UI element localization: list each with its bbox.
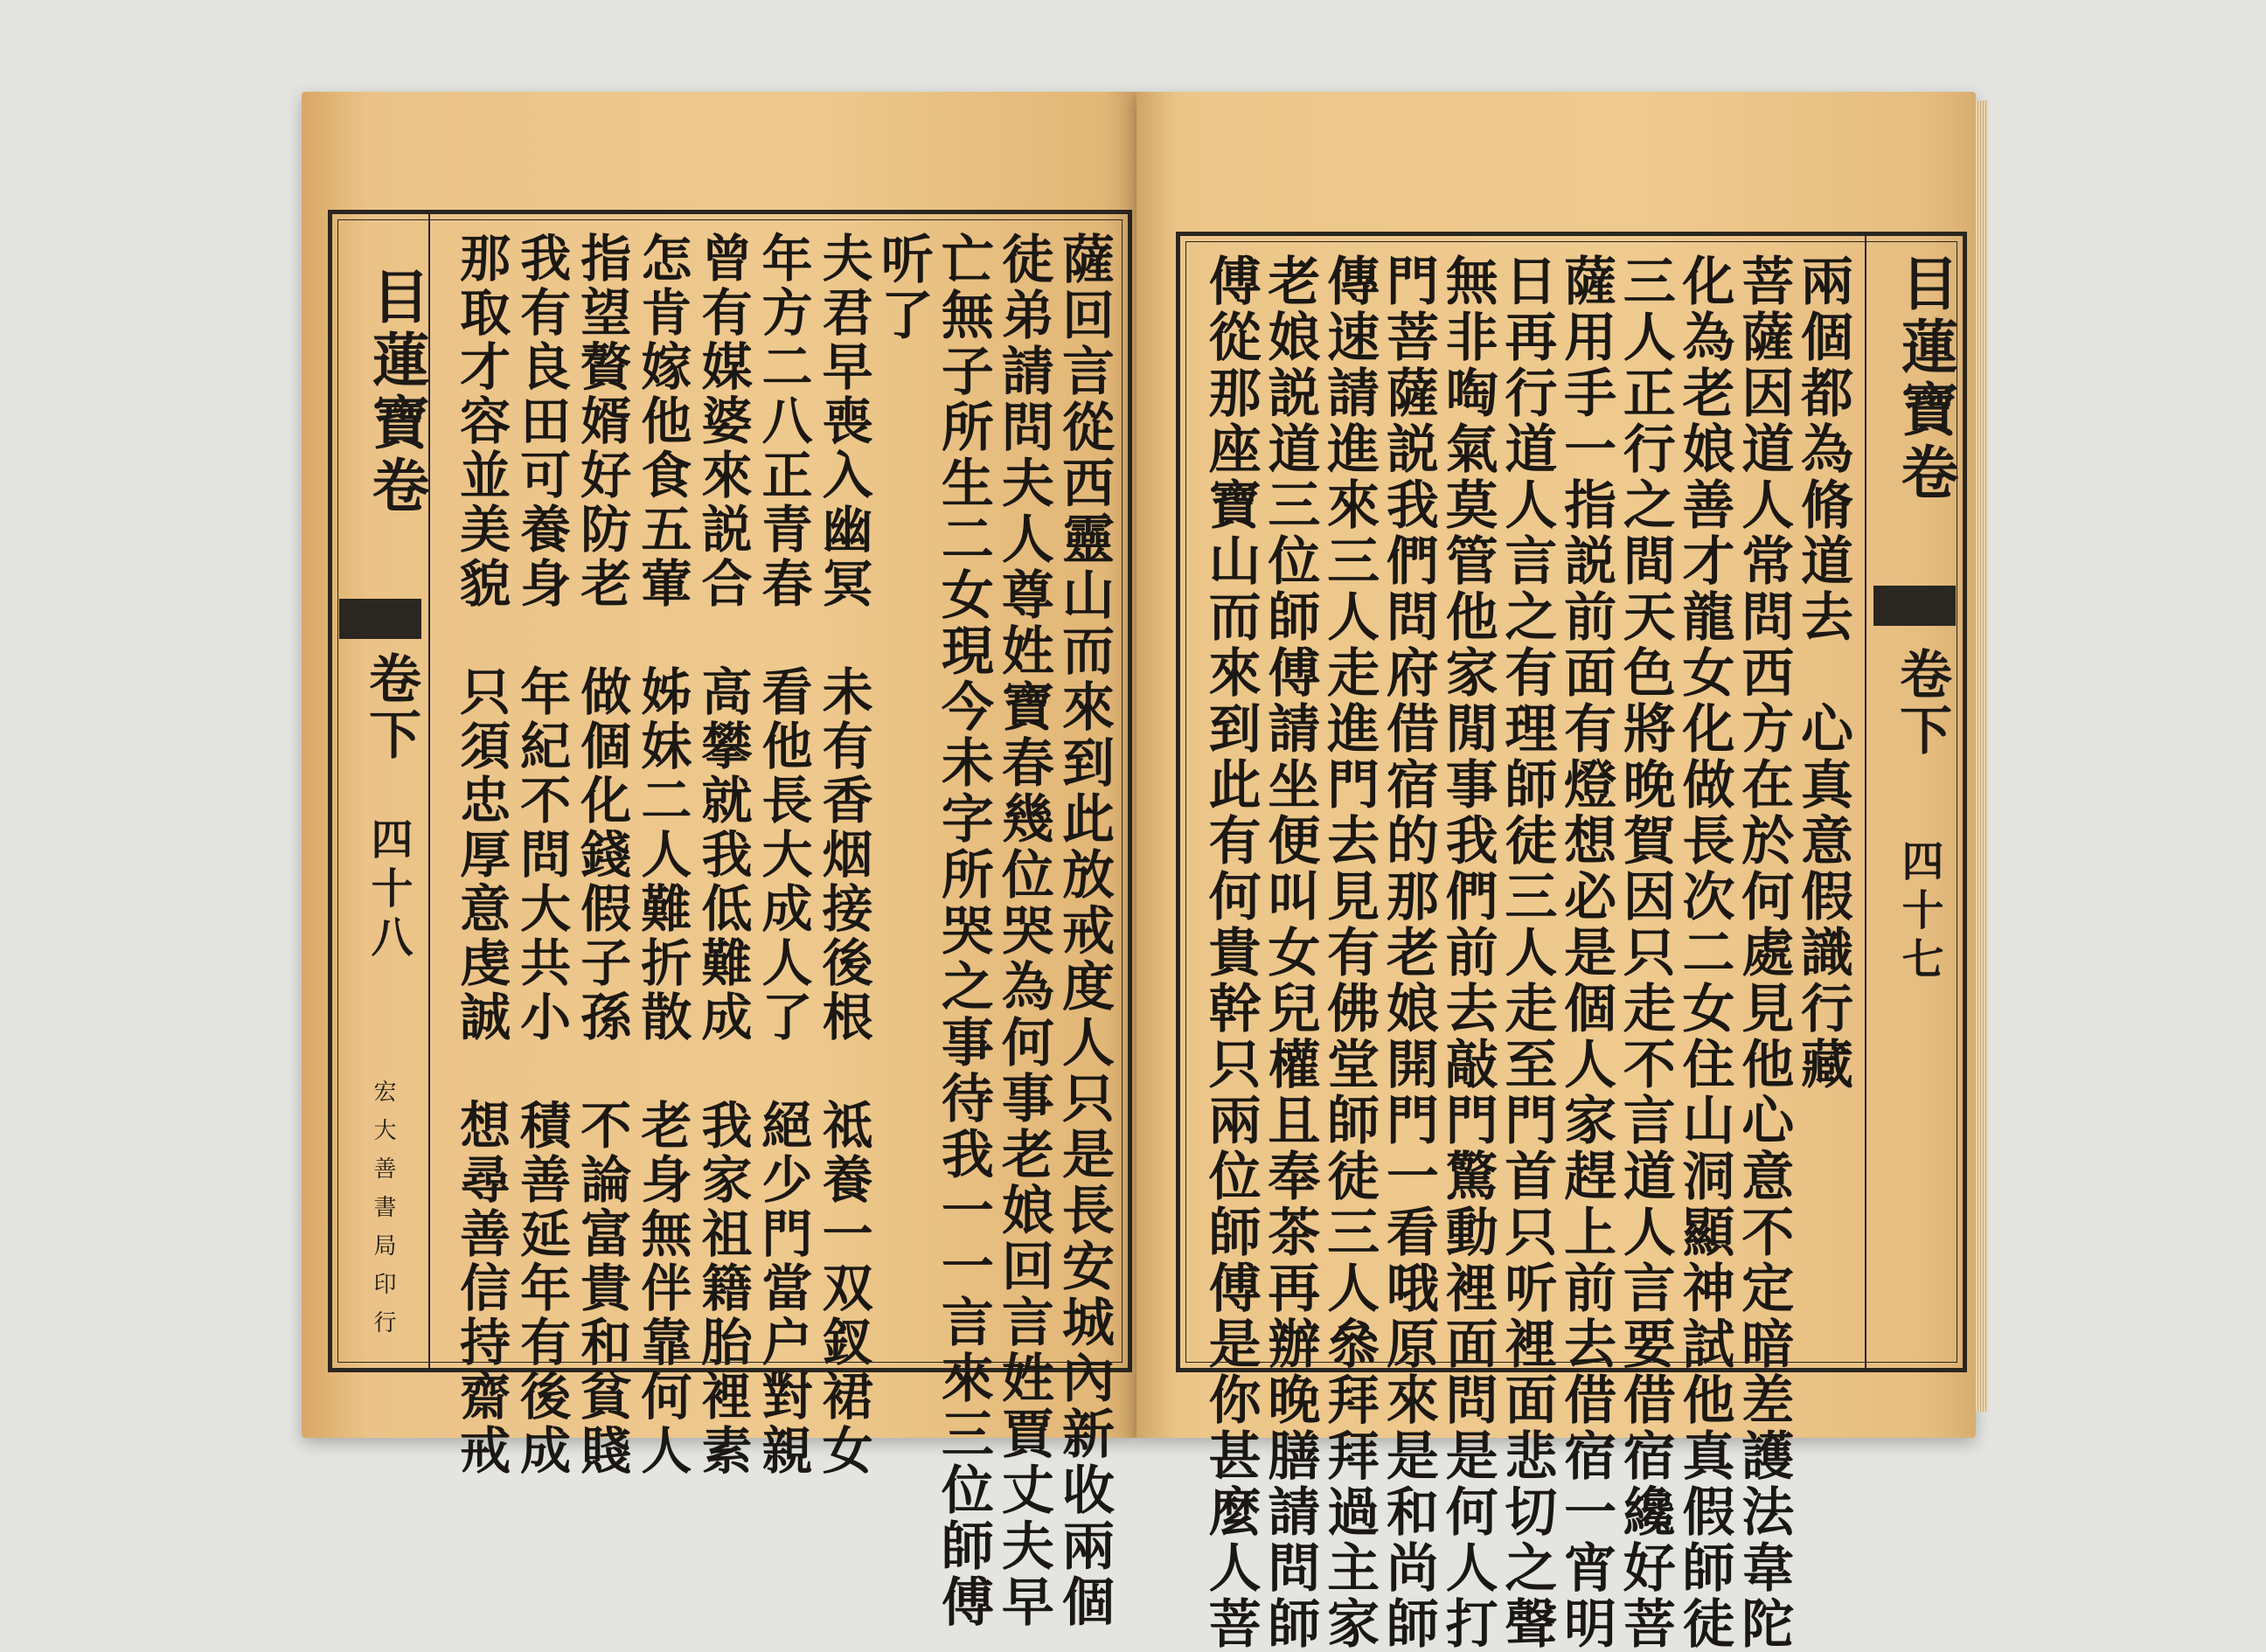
right-margin-title: 目蓮寶卷: [1891, 253, 1959, 505]
text-column: 薩回言從西靈山而來到此放戒度人只是長安城內新收兩個: [1053, 232, 1115, 1630]
verse-column: 曾有媒婆來説合 高攀就我低難成 我家祖籍胎裡素: [692, 232, 753, 1478]
text-column: 化為老娘善才龍女化做長次二女住山洞顯神試他真假師徒: [1673, 253, 1735, 1652]
text-column: 傅從那座寶山而來到此有何貴幹只兩位師傅是你甚麼人菩: [1199, 253, 1262, 1652]
open-book: [302, 92, 1976, 1652]
left-margin-juan: 卷下: [360, 651, 421, 763]
text-column: 亡無子所生二女現今未字所哭之事待我一一言來三位師傅: [932, 232, 994, 1630]
text-column: 門菩薩説我們問府借宿的那老娘開門一看哦原來是和尚師: [1377, 253, 1439, 1652]
left-margin-publisher: 宏大善書局印行: [370, 1079, 396, 1349]
verse-column: 怎肯嫁他食五葷 姊妹二人難折散 老身無伴靠何人: [632, 232, 692, 1478]
text-column: 日再行道人言之有理師徒三人走至門首只听裡面悲切之聲: [1496, 253, 1558, 1652]
text-column: 傳速請進來三人走進門去見有佛堂師徒三人叅拜拜過主家: [1318, 253, 1380, 1652]
left-page-margin: [332, 214, 430, 1368]
text-column: 菩薩因道人常問西方在於何處見他心意不定暗差護法韋陀: [1733, 253, 1795, 1652]
left-margin-title: 目蓮寶卷: [362, 267, 430, 518]
text-column: 徒弟請問夫人尊姓寶春幾位哭為何事老娘回言姓賈丈夫早: [992, 232, 1054, 1630]
verse-column: 那取才容並美貌 只須忠厚意虔誠 想尋善信持齋戒: [451, 232, 511, 1478]
fishtail-mark: [1873, 586, 1956, 626]
verse-column: 兩個都為脩道去 心真意假識行藏: [1792, 253, 1853, 1093]
verse-column: 夫君早喪入幽冥 未有香烟接後根 祗養一双釵裙女: [813, 232, 873, 1478]
text-column: 听了: [872, 232, 934, 344]
text-column: 薩用手一指説前面有燈想必是個人家趕上前去借宿一宵明: [1555, 253, 1617, 1652]
text-column: 老娘説道三位師傅請坐便叫女兒權且奉茶再辦晚膳請問師: [1259, 253, 1321, 1652]
verse-column: 我有良田可養身 年紀不問大共小 積善延年有後成: [511, 232, 572, 1478]
right-margin-page-number: 四十七: [1894, 839, 1943, 986]
right-margin-juan: 卷下: [1891, 647, 1952, 759]
left-page: [302, 92, 1136, 1630]
page-edges: [1976, 101, 1988, 1412]
left-page-frame: [328, 210, 1132, 1630]
verse-column: 年方二八正青春 看他長大成人了 絕少門當户對親: [753, 232, 813, 1478]
right-page-margin: [1865, 236, 1963, 1368]
left-margin-page-number: 四十八: [364, 817, 413, 964]
text-column: 三人正行之間天色將晚賀因只走不言道人言要借宿纔好菩: [1614, 253, 1676, 1652]
text-column: 無非啕氣莫管他家閒事我們前去敲門驚動裡面問是何人打: [1436, 253, 1498, 1652]
fishtail-mark: [339, 599, 421, 639]
right-page-text: [1198, 253, 1853, 1652]
verse-column: 指望贅婿好防老 做個化錢假子孫 不論富貴和貧賤: [572, 232, 632, 1478]
left-page-text: [446, 232, 1115, 1630]
right-page-frame: [1176, 232, 1967, 1652]
